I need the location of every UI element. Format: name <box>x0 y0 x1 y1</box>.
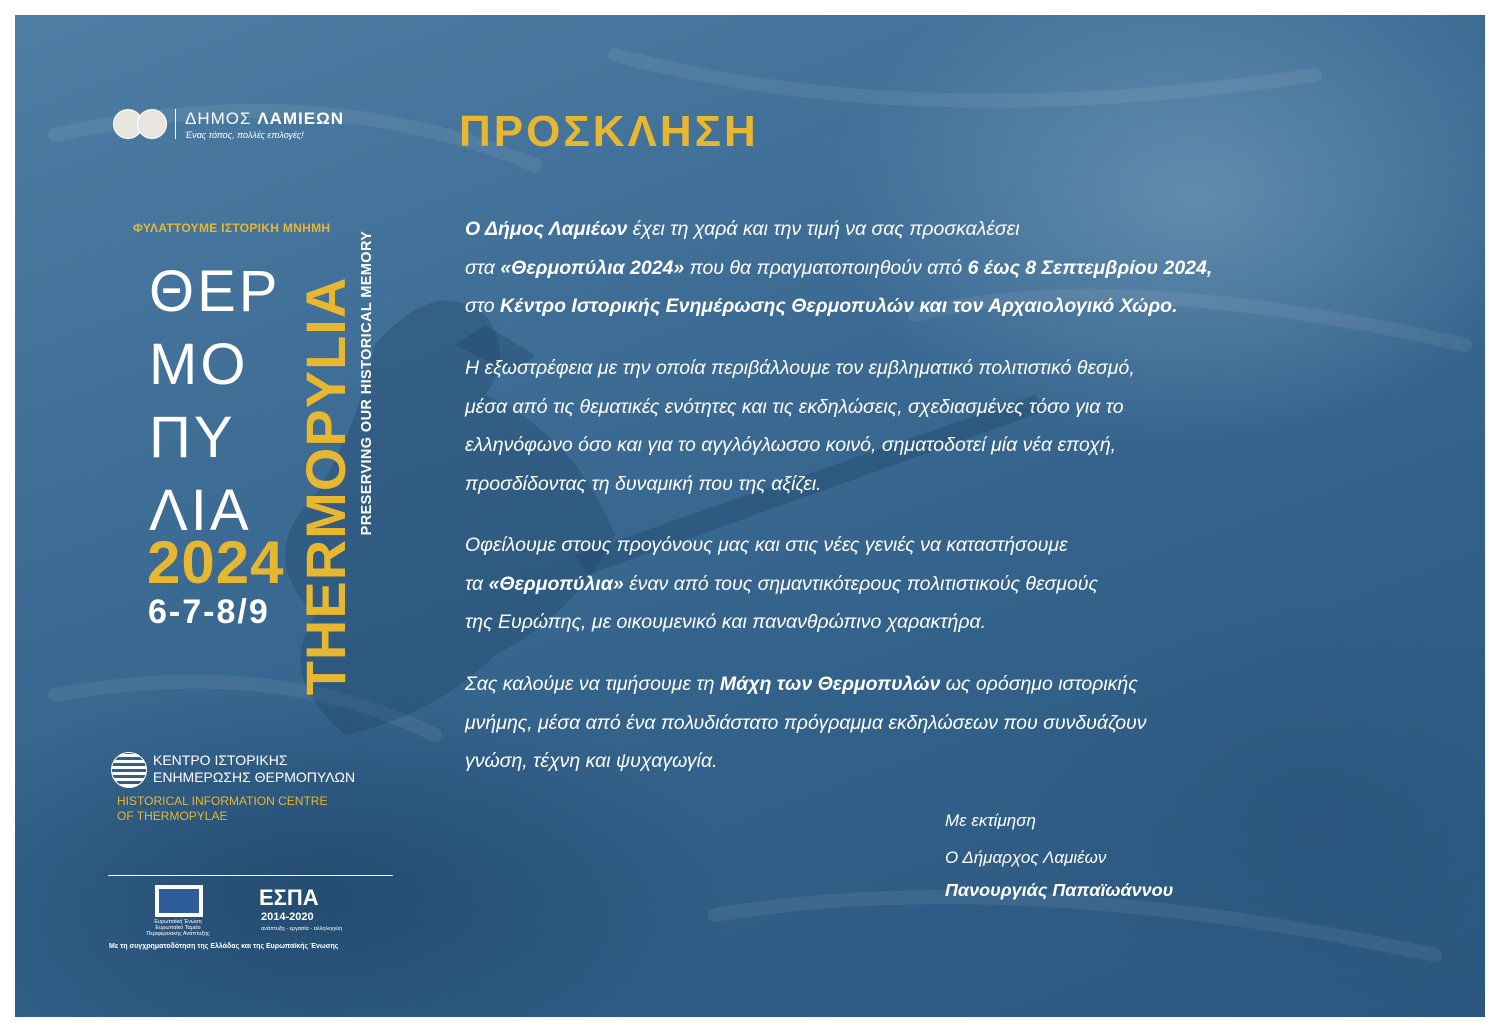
coin-emblem-icon <box>137 109 167 139</box>
funding-divider <box>108 875 393 876</box>
event-title-line-2: ΜΟ <box>149 332 249 397</box>
espa-years: 2014-2020 <box>261 911 314 923</box>
event-title-line-1: ΘΕΡ <box>149 259 281 324</box>
centre-name-en-line-1: HISTORICAL INFORMATION CENTRE <box>117 794 328 808</box>
globe-icon <box>111 752 147 788</box>
paragraph-1-line-3: στο Κέντρο Ιστορικής Ενημέρωσης Θερμοπυλών και τον Αρχαιολογικό Χώρο. <box>465 295 1178 317</box>
paragraph-1-line-1: Ο Δήμος Λαμιέων έχει τη χαρά και την τιμή να σας προσκαλέσει <box>465 218 1020 240</box>
paragraph-3-line-3: της Ευρώπης, με οικουμενικό και πανανθρώπινο χαρακτήρα. <box>465 611 987 633</box>
memory-tagline: ΦΥΛΑΤΤΟΥΜΕ ΙΣΤΟΡΙΚΗ ΜΝΗΜΗ <box>133 221 331 235</box>
paragraph-1 <box>465 210 1212 326</box>
paragraph-3-line-2: τα «Θερμοπύλια» έναν από τους σημαντικότερους πολιτιστικούς θεσμούς <box>465 572 1099 595</box>
paragraph-4-line-1: Σας καλούμε να τιμήσουμε τη Μάχη των Θερμοπυλών ως ορόσημο ιστορικής <box>465 673 1138 695</box>
signature-name: Πανουργιάς Παπαϊωάννου <box>945 880 1174 900</box>
invitation-title: ΠΡΟΣΚΛΗΣΗ <box>459 107 759 156</box>
centre-name-gr-line-2: ΕΝΗΜΕΡΩΣΗΣ ΘΕΡΜΟΠΥΛΩΝ <box>153 769 356 785</box>
paragraph-2 <box>465 349 1135 503</box>
centre-name-gr-line-1: ΚΕΝΤΡΟ ΙΣΤΟΡΙΚΗΣ <box>153 752 288 768</box>
event-dates: 6-7-8/9 <box>148 593 270 631</box>
paragraph-3-line-1: Οφείλουμε στους προγόνους μας και στις νέες γενιές να καταστήσουμε <box>465 534 1068 556</box>
event-year: 2024 <box>147 529 285 596</box>
paragraph-2-line-3: ελληνόφωνο όσο και για το αγγλόγλωσσο κοινό, σηματοδοτεί μία νέα εποχή, <box>465 434 1117 456</box>
eu-caption: Ευρωπαϊκή Ένωση Ευρωπαϊκό Ταμείο Περιφερειακής Ανάπτυξης <box>146 919 210 937</box>
invitation-card <box>15 15 1485 1017</box>
event-title-line-4: ΛΙΑ <box>149 478 252 543</box>
espa-tagline: ανάπτυξη - εργασία - αλληλεγγύη <box>261 926 343 932</box>
paragraph-4 <box>465 665 1147 781</box>
municipality-slogan: Ένας τόπος, πολλές επιλογές! <box>185 130 304 140</box>
paragraph-2-line-1: Η εξωστρέφεια με την οποία περιβάλλουμε τον εμβληματικό πολιτιστικό θεσμό, <box>465 357 1135 379</box>
espa-logo: ΕΣΠΑ <box>259 885 319 910</box>
funding-note: Με τη συγχρηματοδότηση της Ελλάδας και της Ευρωπαϊκής Ένωσης <box>109 943 339 950</box>
signature-role: Ο Δήμαρχος Λαμιέων <box>945 848 1107 867</box>
paragraph-1-line-2: στα «Θερμοπύλια 2024» που θα πραγματοποιηθούν από 6 έως 8 Σεπτεμβρίου 2024, <box>465 256 1213 279</box>
vertical-subtitle: PRESERVING OUR HISTORICAL MEMORY <box>359 230 375 536</box>
historical-centre-logo <box>111 750 411 840</box>
municipality-name: ΔΗΜΟΣ ΛΑΜΙΕΩΝ <box>185 109 344 128</box>
eu-flag-icon <box>155 885 203 917</box>
centre-name-en-line-2: OF THERMOPYLAE <box>117 809 228 823</box>
paragraph-2-line-2: μέσα από τις θεματικές ενότητες και τις εκδηλώσεις, σχεδιασμένες τόσο για το <box>465 395 1124 418</box>
paragraph-2-line-4: προσδίδοντας τη δυναμική που της αξίζει. <box>465 472 822 495</box>
paragraph-4-line-2: μνήμης, μέσα από ένα πολυδιάστατο πρόγραμμα εκδηλώσεων που συνδυάζουν <box>465 711 1147 734</box>
signature-regards: Με εκτίμηση <box>945 811 1036 830</box>
logo-divider <box>175 109 176 139</box>
event-title-line-3: ΠΥ <box>149 405 236 470</box>
paragraph-4-line-3: γνώση, τέχνη και ψυχαγωγία. <box>465 750 718 772</box>
vertical-english-title: THERMOPYLIA <box>294 276 357 696</box>
paragraph-3 <box>465 526 1098 642</box>
